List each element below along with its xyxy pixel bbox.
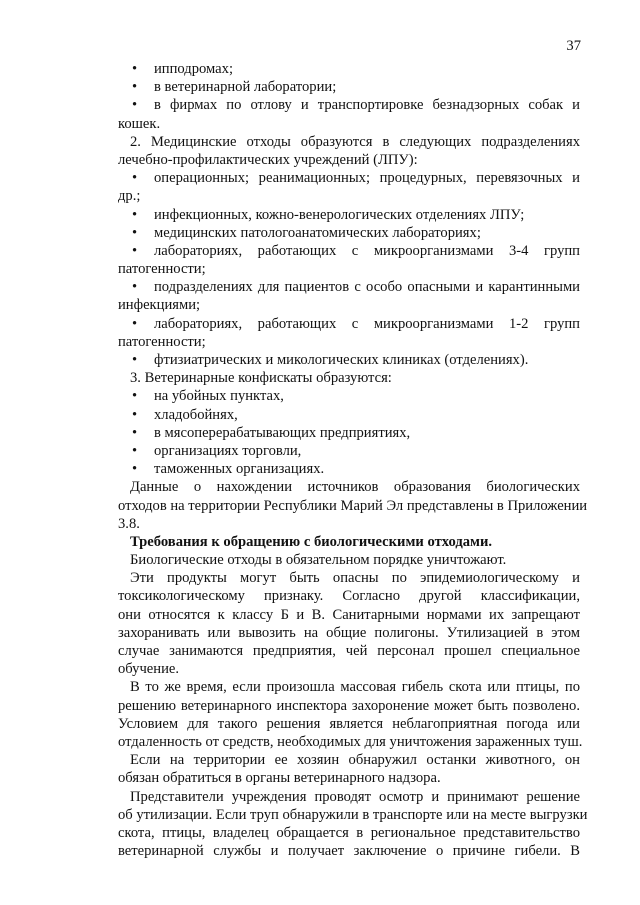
bullet-item (118, 387, 580, 405)
text-line: 3. Ветеринарные конфискаты образуются: (130, 370, 392, 387)
bullet-item (118, 424, 580, 442)
bullet-text: операционных; реанимационных; процедурных, перевязочных и (154, 170, 580, 187)
text-line: Эти продукты могут быть опасны по эпидемиологическому и (130, 570, 580, 587)
text-line: 3.8. (118, 515, 140, 532)
text-line: др.; (118, 188, 141, 205)
text-line: Условием для такого решения является неблагоприятная погода или (118, 715, 580, 732)
bullet-text: таможенных организациях. (154, 461, 325, 478)
text-line: захоранивать или вывозить на общие полигоны. Утилизацией в этом (118, 624, 580, 641)
bullet-text: организациях торговли, (154, 442, 302, 459)
bullet-item (118, 406, 580, 424)
text-line: кошек. (118, 115, 161, 132)
text-line: они относятся к классу Б и В. Санитарными нормами их запрещают (118, 606, 580, 623)
text-line: об утилизации. Если труп обнаружили в транспорте или на месте выгрузки (118, 806, 588, 823)
section-heading: Требования к обращению с биологическими отходами. (130, 533, 493, 550)
bullet-item (118, 206, 580, 224)
bullet-item (118, 60, 580, 78)
text-line: патогенности; (118, 261, 206, 278)
bullet-icon: • (132, 461, 138, 478)
bullet-icon: • (132, 279, 138, 296)
bullet-icon: • (132, 424, 138, 441)
bullet-icon: • (132, 406, 138, 423)
bullet-text: хладобойнях, (154, 406, 238, 423)
bullet-icon: • (132, 242, 138, 259)
bullet-text: лабораториях, работающих с микроорганизмами 3-4 групп (154, 242, 580, 259)
bullet-item (118, 351, 580, 369)
bullet-item (118, 242, 580, 260)
bullet-item (118, 442, 580, 460)
text-line: обязан обратиться в органы ветеринарного надзора. (118, 770, 441, 787)
bullet-icon: • (132, 206, 138, 223)
text-line: обучение. (118, 661, 180, 678)
text-line: Представители учреждения проводят осмотр и принимают решение (130, 788, 580, 805)
bullet-item (118, 169, 580, 187)
bullet-text: лабораториях, работающих с микроорганизмами 1-2 групп (154, 315, 580, 332)
text-line: ветеринарной службы и получает заключение о причине гибели. В (118, 843, 580, 860)
text-line: инфекциями; (118, 297, 201, 314)
text-line: отходов на территории Республики Марий Эл представлены в Приложении (118, 497, 588, 514)
bullet-text: медицинских патологоанатомических лабораториях; (154, 224, 481, 241)
bullet-item (118, 78, 580, 96)
bullet-item (118, 96, 580, 114)
body-text (118, 60, 588, 860)
text-line: лечебно-профилактических учреждений (ЛПУ): (118, 151, 418, 168)
text-line: В то же время, если произошла массовая гибель скота или птицы, по (130, 679, 580, 696)
bullet-item (118, 224, 580, 242)
bullet-item (118, 278, 580, 296)
bullet-text: подразделениях для пациентов с особо опасными и карантинными (154, 279, 580, 296)
text-line: патогенности; (118, 333, 206, 350)
bullet-text: в мясоперерабатывающих предприятиях, (154, 424, 411, 441)
bullet-icon: • (132, 315, 138, 332)
text-line: решению ветеринарного инспектора захоронение может быть позволено. (118, 697, 580, 714)
text-line: токсикологическому признаку. Согласно другой классификации, (118, 588, 580, 605)
bullet-item (118, 315, 580, 333)
bullet-text: инфекционных, кожно-венерологических отделениях ЛПУ; (154, 206, 525, 223)
text-line: отдаленность от средств, необходимых для уничтожения зараженных туш. (118, 733, 583, 750)
text-line: Если на территории ее хозяин обнаружил останки животного, он (130, 752, 580, 769)
bullet-text: на убойных пунктах, (154, 388, 284, 405)
bullet-icon: • (132, 352, 138, 368)
text-line: случае занимаются предприятия, чей персонал прошел специальное (118, 643, 580, 659)
bullet-text: в ветеринарной лаборатории; (154, 79, 337, 96)
text-line: 2. Медицинские отходы образуются в следующих подразделениях (130, 133, 580, 150)
bullet-icon: • (132, 61, 138, 77)
bullet-icon: • (132, 442, 138, 459)
bullet-text: в фирмах по отлову и транспортировке безнадзорных собак и (154, 97, 580, 114)
text-line: Данные о нахождении источников образования биологических (130, 479, 580, 496)
bullet-icon: • (132, 97, 138, 114)
bullet-icon: • (132, 170, 138, 187)
bullet-icon: • (132, 224, 138, 241)
text-line: Биологические отходы в обязательном порядке уничтожают. (130, 552, 507, 569)
text-line: скота, птицы, владелец обращается в региональное представительство (118, 824, 580, 841)
bullet-item (118, 460, 580, 478)
bullet-icon: • (132, 79, 138, 96)
bullet-text: фтизиатрических и микологических клиниках (отделениях). (154, 352, 529, 368)
page-number: 37 (566, 38, 581, 54)
bullet-icon: • (132, 388, 138, 405)
bullet-text: ипподромах; (154, 61, 234, 77)
